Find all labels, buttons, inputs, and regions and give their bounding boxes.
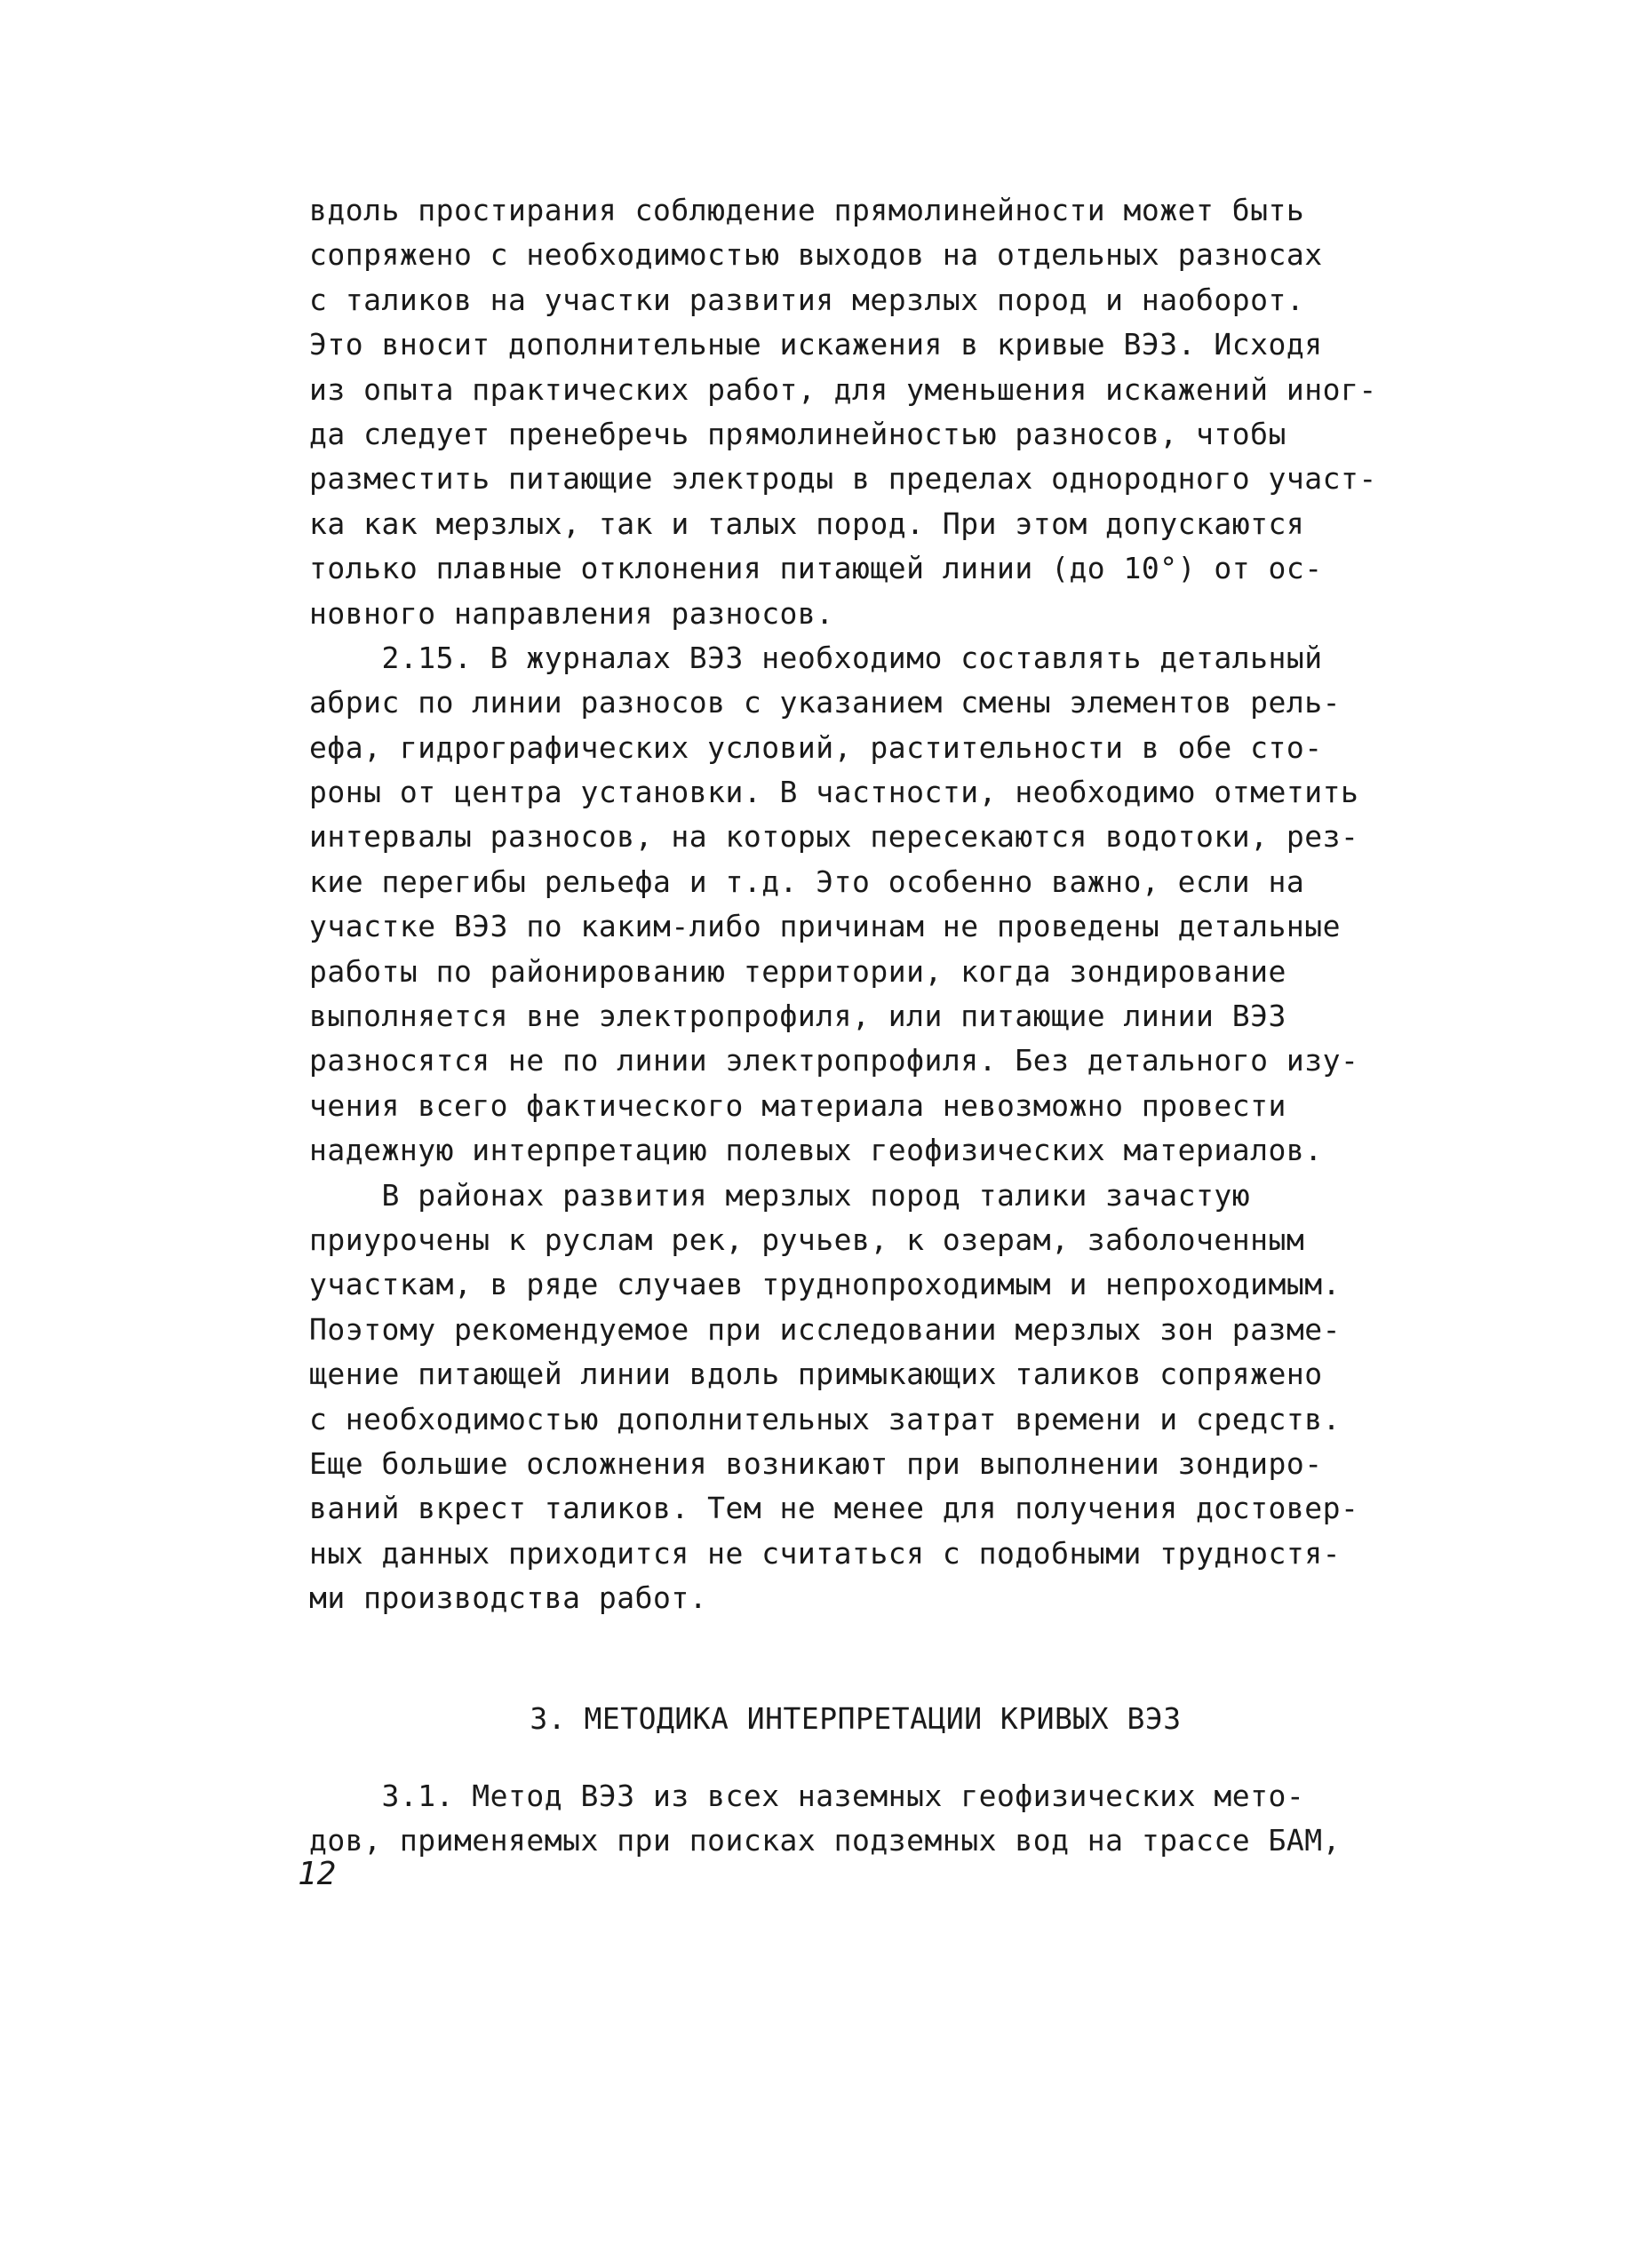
text-line: разместить питающие электроды в пределах однородного участ- — [309, 461, 1377, 497]
text-line: работы по районированию территории, когда зондирование — [309, 953, 1286, 989]
text-line: сопряжено с необходимостью выходов на отдельных разносах — [309, 237, 1323, 273]
text-line: Еще большие осложнения возникают при выполнении зондиро- — [309, 1445, 1323, 1481]
text-line: выполняется вне электропрофиля, или питающие линии ВЭЗ — [309, 999, 1286, 1034]
paragraph-2 — [309, 636, 1402, 1174]
text-line: с необходимостью дополнительных затрат времени и средств. — [309, 1401, 1341, 1436]
text-line: чения всего фактического материала невозможно провести — [309, 1087, 1286, 1123]
text-line: Это вносит дополнительные искажения в кривые ВЭЗ. Исходя — [309, 327, 1323, 362]
text-line: дов, применяемых при поисках подземных вод на трассе БАМ, — [309, 1823, 1341, 1858]
text-line: ка как мерзлых, так и талых пород. При этом допускаются — [309, 505, 1305, 541]
text-block — [309, 188, 1402, 1621]
text-line: ефа, гидрографических условий, растительности в обе сто- — [309, 729, 1323, 765]
text-block-after-heading — [309, 1774, 1402, 1864]
text-line: только плавные отклонения питающей линии (до 10°) от ос- — [309, 551, 1323, 586]
page-number: 12 — [298, 1856, 337, 1892]
text-line: щение питающей линии вдоль примыкающих таликов сопряжено — [309, 1357, 1323, 1392]
text-line: участке ВЭЗ по каким-либо причинам не проведены детальные — [309, 909, 1341, 944]
text-line: из опыта практических работ, для уменьшения искажений иног- — [309, 371, 1377, 407]
paragraph-3 — [309, 1174, 1402, 1621]
text-line: 2.15. В журналах ВЭЗ необходимо составлять детальный — [309, 640, 1323, 675]
text-line: с таликов на участки развития мерзлых пород и наоборот. — [309, 282, 1305, 317]
text-line: кие перегибы рельефа и т.д. Это особенно важно, если на — [309, 863, 1305, 899]
paragraph-1 — [309, 188, 1402, 636]
text-line: В районах развития мерзлых пород талики зачастую — [309, 1177, 1251, 1213]
text-line: абрис по линии разносов с указанием смены элементов рель- — [309, 685, 1341, 720]
text-line: роны от центра установки. В частности, необходимо отметить — [309, 775, 1359, 810]
text-line: участкам, в ряде случаев труднопроходимым и непроходимым. — [309, 1267, 1341, 1302]
text-line: Поэтому рекомендуемое при исследовании мерзлых зон разме- — [309, 1311, 1341, 1347]
text-line: надежную интерпретацию полевых геофизических материалов. — [309, 1133, 1323, 1168]
text-line: разносятся не по линии электропрофиля. Без детального изу- — [309, 1043, 1359, 1078]
text-line: интервалы разносов, на которых пересекаются водотоки, рез- — [309, 819, 1359, 855]
section-heading: 3. МЕТОДИКА ИНТЕРПРЕТАЦИИ КРИВЫХ ВЭЗ — [530, 1701, 1182, 1736]
text-line: ваний вкрест таликов. Тем не менее для получения достовер- — [309, 1491, 1359, 1526]
text-line: новного направления разносов. — [309, 595, 834, 631]
text-line: ми производства работ. — [309, 1580, 708, 1616]
text-line: приурочены к руслам рек, ручьев, к озерам, заболоченным — [309, 1222, 1305, 1257]
text-line: ных данных приходится не считаться с подобными трудностя- — [309, 1535, 1341, 1571]
text-line: да следует пренебречь прямолинейностью разносов, чтобы — [309, 416, 1286, 451]
text-line: 3.1. Метод ВЭЗ из всех наземных геофизических мето- — [309, 1779, 1305, 1813]
paragraph-4 — [309, 1774, 1402, 1864]
text-line: вдоль простирания соблюдение прямолинейности может быть — [309, 193, 1305, 227]
